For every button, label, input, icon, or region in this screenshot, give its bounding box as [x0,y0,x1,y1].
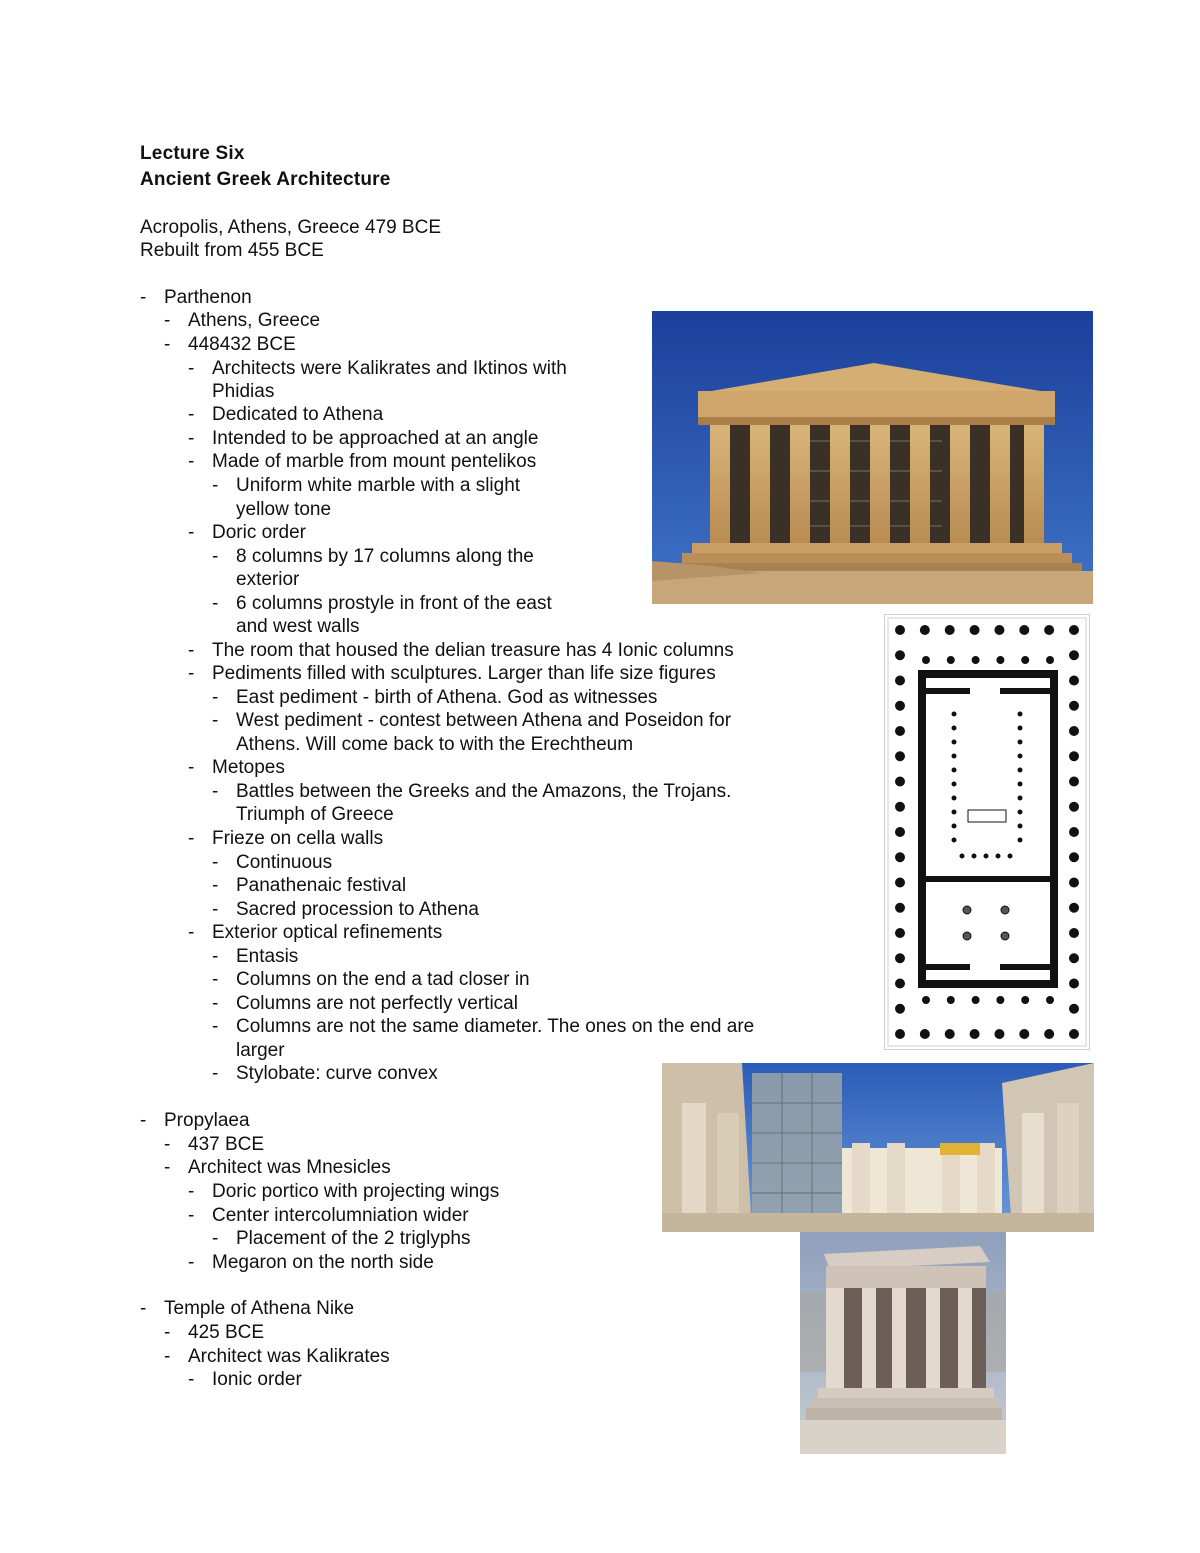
plan-column-dot [1069,903,1079,913]
plan-column-dot [1069,625,1079,635]
parthenon-plan-diagram [884,614,1090,1050]
plan-column-dot [1019,625,1029,635]
plan-column-dot [952,782,957,787]
plan-column-dot [994,1029,1004,1039]
plan-column-dot [970,625,980,635]
intro-line-1: Acropolis, Athens, Greece 479 BCE [140,217,441,238]
plan-column-dot [895,903,905,913]
plan-column-dot [895,827,905,837]
plan-column-dot [1069,802,1079,812]
list-item-continuation: Phidias [212,381,275,402]
plan-column-dot [1018,782,1023,787]
list-item-continuation: Triumph of Greece [236,804,394,825]
plan-column-dot [1018,824,1023,829]
plan-column-dot [996,854,1001,859]
plan-column-dot [996,996,1004,1004]
plan-column-dot [1069,777,1079,787]
plan-column-dot [895,701,905,711]
plan-column-dot [972,854,977,859]
plan-column-dot [945,625,955,635]
propylaea-photo [662,1063,1094,1232]
plan-column-dot [952,754,957,759]
plan-column-dot [1069,726,1079,736]
plan-column-dot [1046,996,1054,1004]
plan-column-dot [922,656,930,664]
list-item-continuation: exterior [236,569,300,590]
plan-column-dot [1069,928,1079,938]
plan-column-dot [895,751,905,761]
plan-column-dot [1021,996,1029,1004]
plan-column-dot [1046,656,1054,664]
plan-column-dot [970,1029,980,1039]
plan-column-dot [895,953,905,963]
plan-column-dot [1018,768,1023,773]
plan-column-dot [972,656,980,664]
plan-column-dot [1069,1004,1079,1014]
plan-column-dot [895,1004,905,1014]
plan-column-dot [895,852,905,862]
plan-column-dot [920,625,930,635]
lecture-title: Lecture Six [140,143,245,164]
plan-column-dot [952,824,957,829]
plan-column-dot [1019,1029,1029,1039]
plan-column-dot [1018,740,1023,745]
plan-column-dot [1008,854,1013,859]
plan-column-dot [1018,726,1023,731]
plan-column-dot [952,796,957,801]
plan-column-dot [1044,625,1054,635]
plan-column-dot [895,928,905,938]
plan-column-dot [1044,1029,1054,1039]
plan-column-dot [895,625,905,635]
plan-column-dot [1018,712,1023,717]
plan-column-dot [895,676,905,686]
plan-column-dot [895,777,905,787]
plan-column-dot [895,979,905,989]
plan-column-dot [947,996,955,1004]
plan-column-dot [1018,810,1023,815]
plan-column-dot [952,768,957,773]
plan-column-dot [1069,1029,1079,1039]
plan-column-dot [972,996,980,1004]
plan-column-dot [1069,827,1079,837]
plan-column-dot [895,650,905,660]
plan-column-dot [1069,650,1079,660]
parthenon-photo [652,311,1093,604]
nike-heading: Temple of Athena Nike [164,1298,355,1319]
plan-column-dot [952,838,957,843]
plan-column-dot [952,712,957,717]
plan-column-dot [1069,953,1079,963]
plan-column-dot [1018,796,1023,801]
plan-column-dot [1069,852,1079,862]
plan-column-dot [994,625,1004,635]
plan-column-dot [1018,838,1023,843]
list-item-continuation: larger [236,1040,285,1061]
plan-column-dot [895,1029,905,1039]
plan-column-dot [984,854,989,859]
plan-column-dot [945,1029,955,1039]
plan-column-dot [952,740,957,745]
plan-column-dot [1069,751,1079,761]
plan-column-dot [922,996,930,1004]
plan-column-dot [1069,878,1079,888]
parthenon-heading: Parthenon [164,287,252,308]
propylaea-heading: Propylaea [164,1110,250,1131]
plan-column-dot [996,656,1004,664]
plan-column-dot [920,1029,930,1039]
plan-column-dot [952,726,957,731]
plan-column-dot [1018,754,1023,759]
lecture-subject: Ancient Greek Architecture [140,169,391,190]
plan-column-dot [1021,656,1029,664]
plan-column-dot [895,878,905,888]
list-item-continuation: yellow tone [236,499,332,520]
list-item-continuation: Athens. Will come back to with the Erechtheum [236,734,634,755]
plan-column-dot [960,854,965,859]
plan-column-dot [952,810,957,815]
intro-line-2: Rebuilt from 455 BCE [140,240,324,261]
list-item-continuation: and west walls [236,616,360,637]
plan-column-dot [895,726,905,736]
plan-column-dot [1069,979,1079,989]
plan-column-dot [947,656,955,664]
plan-column-dot [1069,676,1079,686]
athena-nike-photo [800,1232,1006,1454]
plan-column-dot [895,802,905,812]
plan-column-dot [1069,701,1079,711]
